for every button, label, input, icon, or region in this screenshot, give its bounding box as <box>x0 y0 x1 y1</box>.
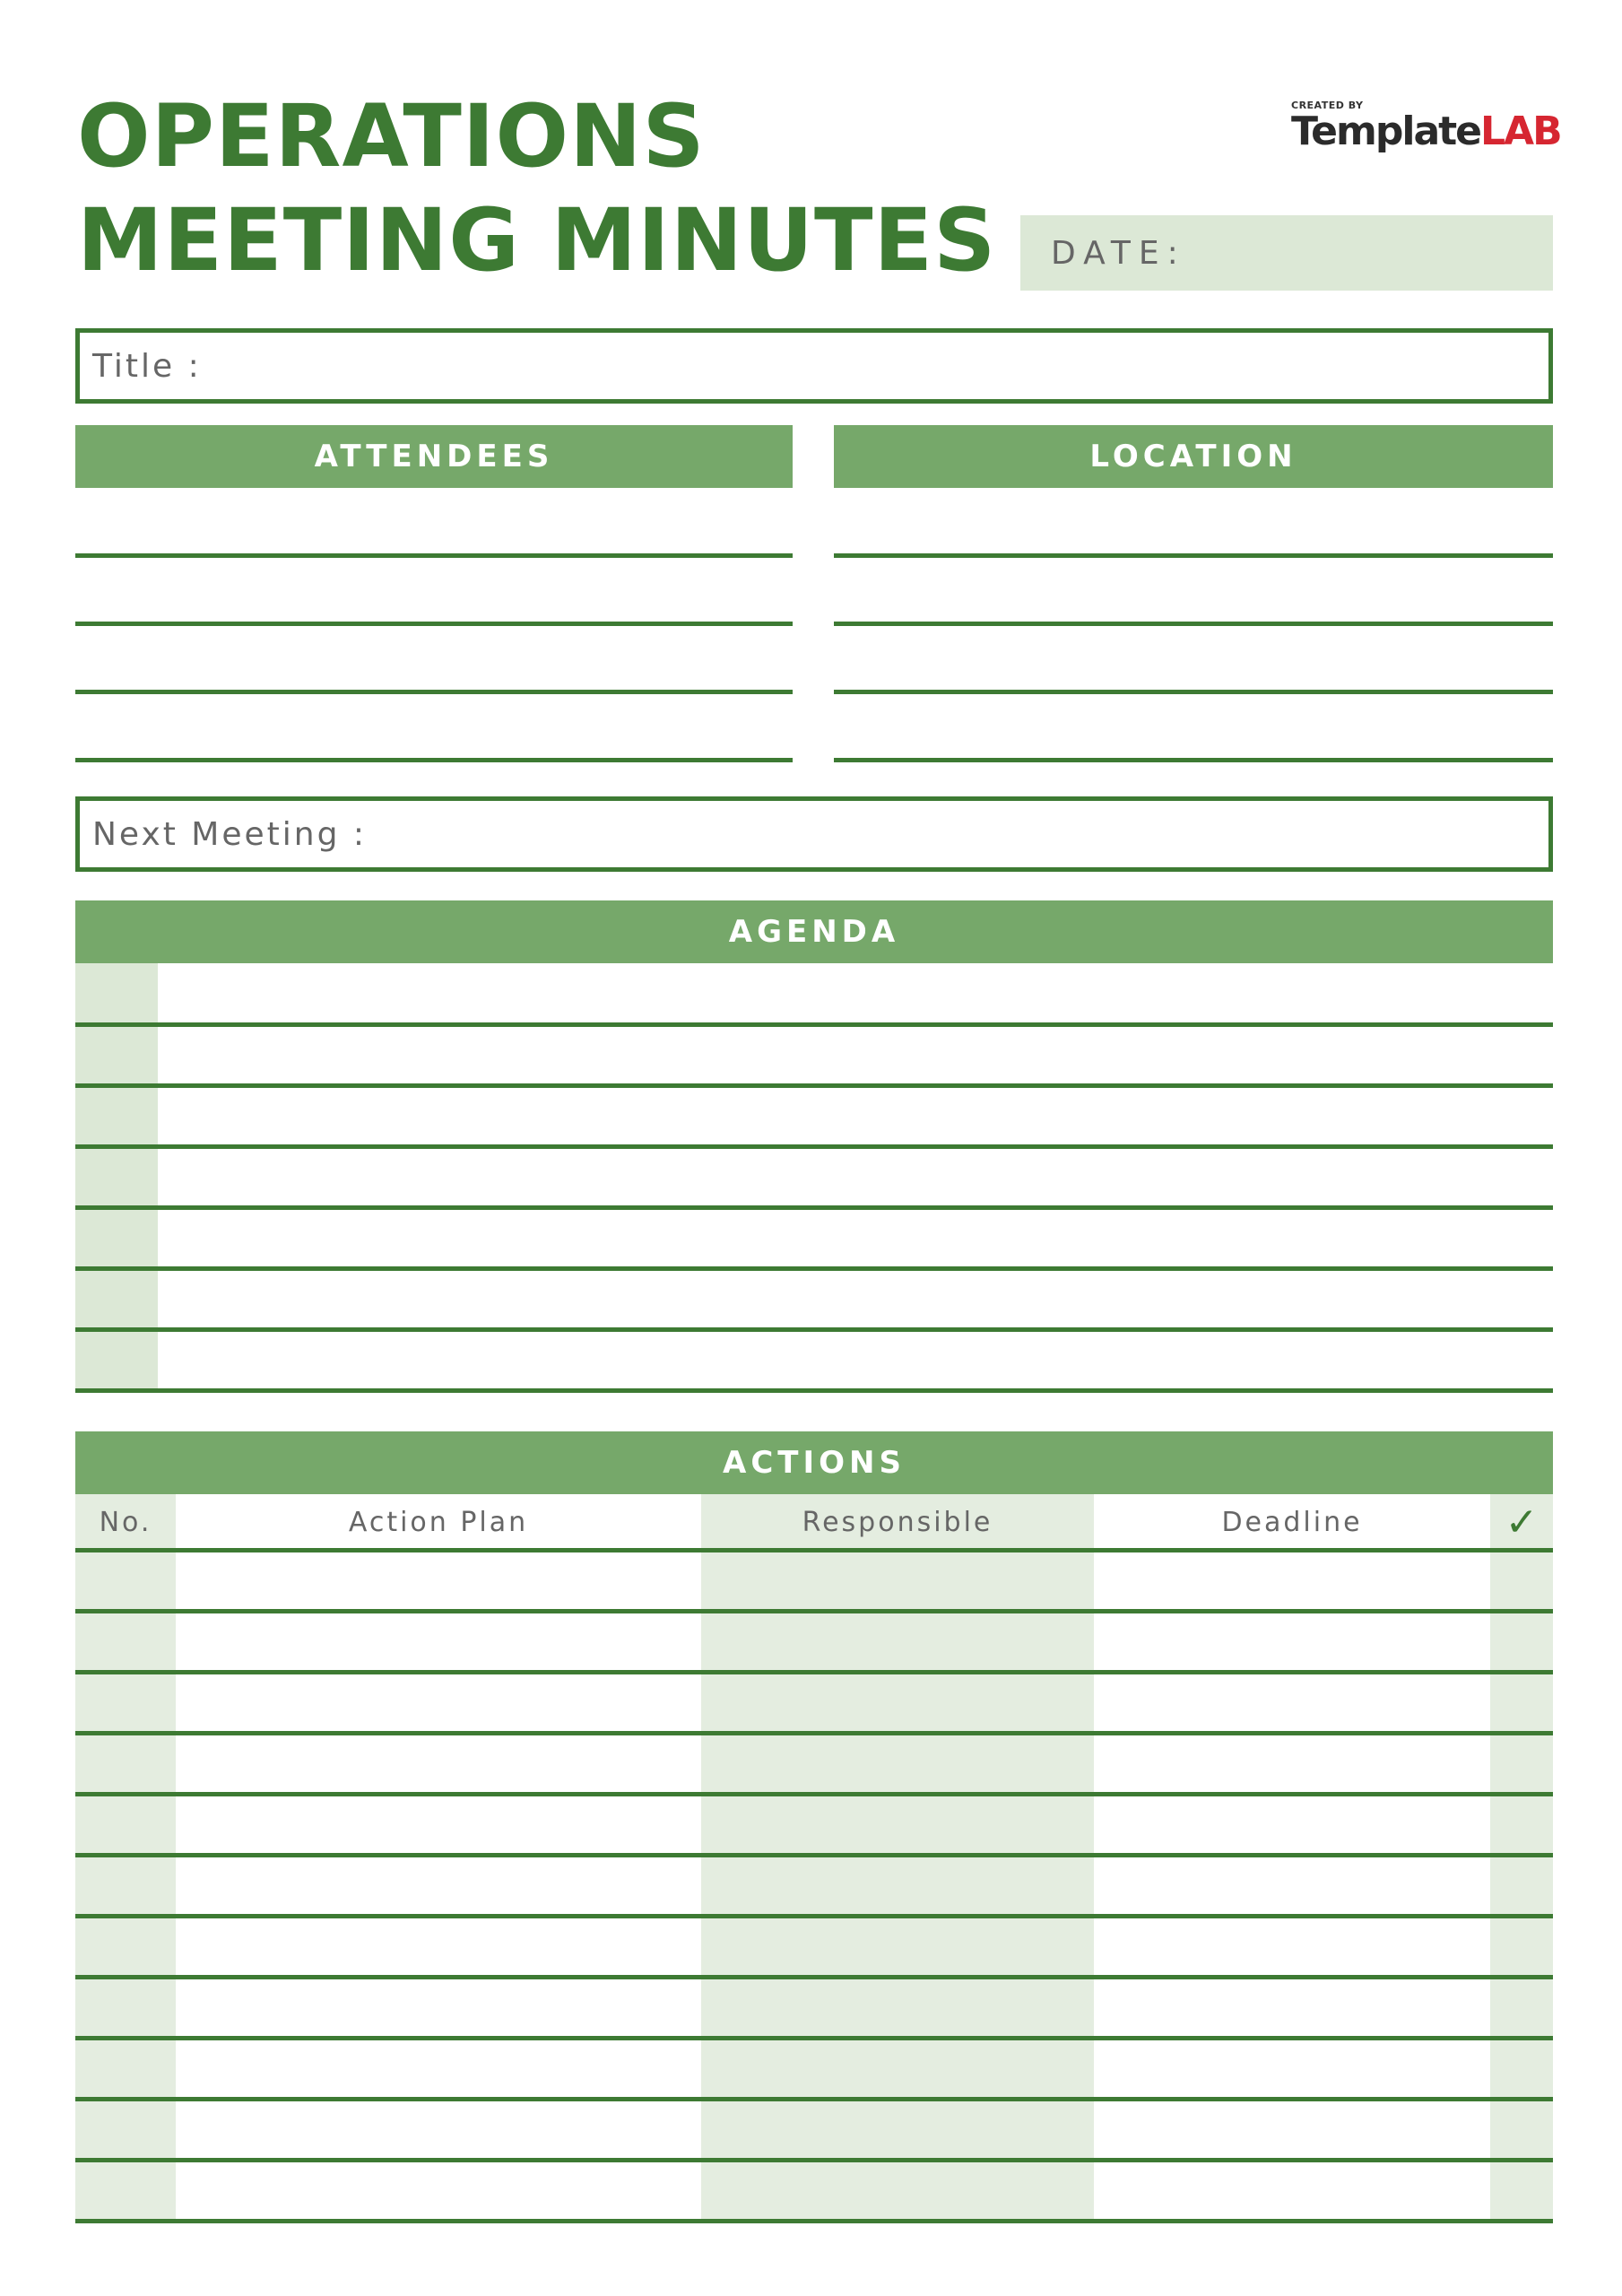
agenda-row-line[interactable] <box>75 1266 1553 1271</box>
actions-row-line[interactable] <box>75 2158 1553 2162</box>
actions-row-line[interactable] <box>75 1853 1553 1857</box>
actions-row-line[interactable] <box>75 1975 1553 1979</box>
next-meeting-label: Next Meeting : <box>92 815 368 853</box>
actions-row-line[interactable] <box>75 1609 1553 1613</box>
date-field[interactable] <box>1020 215 1553 291</box>
templatelab-logo <box>1291 100 1561 154</box>
actions-row-line[interactable] <box>75 1731 1553 1735</box>
location-line[interactable] <box>834 553 1553 558</box>
actions-row-line[interactable] <box>75 2036 1553 2040</box>
location-line[interactable] <box>834 622 1553 626</box>
agenda-row-line[interactable] <box>75 1327 1553 1332</box>
page-title-line-2: MEETING MINUTES <box>77 190 997 291</box>
actions-no-column <box>75 1494 176 2221</box>
attendees-header: ATTENDEES <box>75 425 793 488</box>
attendees-line[interactable] <box>75 622 793 626</box>
actions-responsible-column <box>701 1494 1094 2221</box>
agenda-row-line[interactable] <box>75 1083 1553 1088</box>
agenda-header: AGENDA <box>75 900 1553 963</box>
actions-row-line[interactable] <box>75 1792 1553 1796</box>
page-title-line-1: OPERATIONS <box>77 86 706 187</box>
agenda-row-line[interactable] <box>75 1022 1553 1027</box>
actions-done-column <box>1490 1494 1553 2221</box>
actions-row-line[interactable] <box>75 2219 1553 2223</box>
attendees-line[interactable] <box>75 758 793 762</box>
actions-header: ACTIONS <box>75 1431 1553 1494</box>
location-line[interactable] <box>834 690 1553 694</box>
logo-created-by: CREATED BY <box>1291 100 1364 111</box>
logo-wordmark <box>1291 109 1561 154</box>
date-label: DATE: <box>1051 234 1186 272</box>
title-label: Title : <box>92 347 202 385</box>
header-responsible: Responsible <box>802 1506 993 1538</box>
agenda-row-line[interactable] <box>75 1388 1553 1393</box>
title-field[interactable] <box>75 328 1553 404</box>
header-action-plan: Action Plan <box>348 1506 529 1538</box>
agenda-number-column <box>75 963 158 1390</box>
agenda-row-line[interactable] <box>75 1144 1553 1149</box>
checkmark-icon: ✓ <box>1505 1499 1539 1545</box>
agenda-row-line[interactable] <box>75 1205 1553 1210</box>
logo-text-template: Template <box>1291 109 1481 154</box>
actions-row-line[interactable] <box>75 2097 1553 2101</box>
actions-row-line[interactable] <box>75 1548 1553 1552</box>
attendees-line[interactable] <box>75 553 793 558</box>
location-line[interactable] <box>834 758 1553 762</box>
attendees-line[interactable] <box>75 690 793 694</box>
logo-text-lab: LAB <box>1480 109 1561 154</box>
next-meeting-field[interactable] <box>75 796 1553 872</box>
location-header: LOCATION <box>834 425 1553 488</box>
header-no: No. <box>99 1506 152 1538</box>
actions-row-line[interactable] <box>75 1670 1553 1674</box>
header-deadline: Deadline <box>1221 1506 1363 1538</box>
actions-row-line[interactable] <box>75 1914 1553 1918</box>
